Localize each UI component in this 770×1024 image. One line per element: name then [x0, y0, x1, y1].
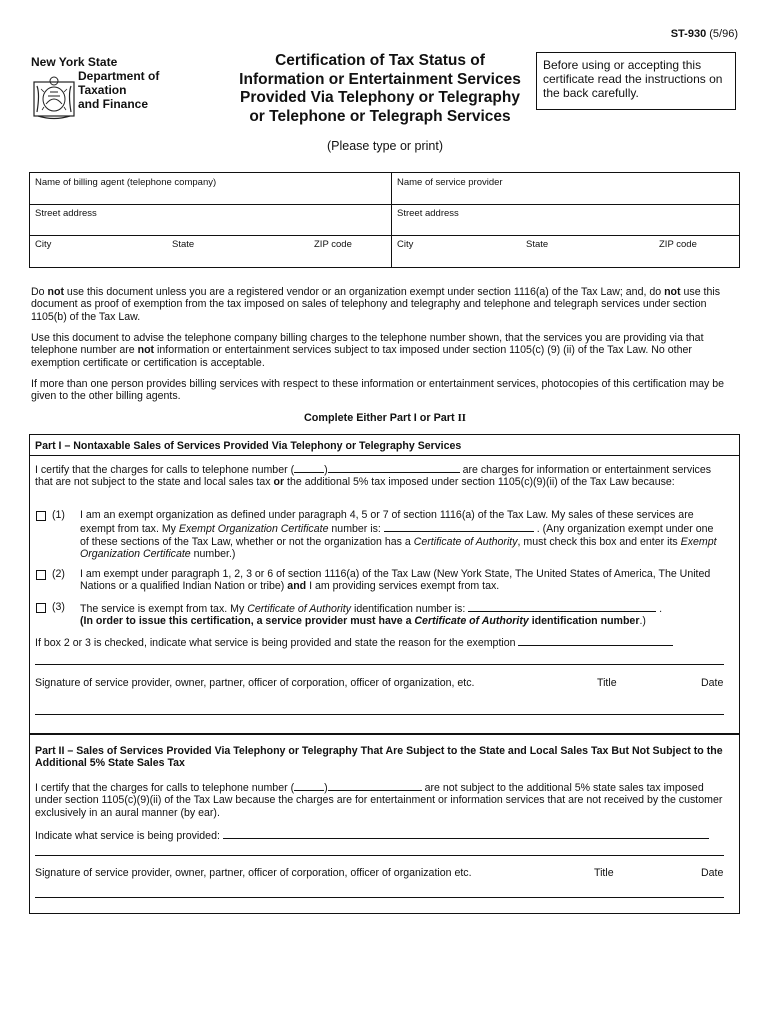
street-address-right-field[interactable]: Street address: [397, 208, 459, 219]
part1-title-label: Title: [597, 677, 617, 689]
form-title: [225, 52, 535, 126]
zip-left-field[interactable]: ZIP code: [314, 239, 352, 250]
state-right-field[interactable]: State: [526, 239, 549, 250]
street-address-left-field[interactable]: Street address: [35, 208, 97, 219]
intro-paragraph-3: If more than one person provides billing services with respect to these information or entertainment services, photocopies of this certification may be given to the other billing agents.: [31, 378, 725, 403]
grid-divider: [391, 173, 392, 267]
part2-certify: I certify that the charges for calls to telephone number ( ) are not subject to the additional 5% state sales tax imposed under section 1105(c)(9)(ii) of the Tax Law because the charges are for entertainment or information services that are not received by the customer exclusively in an aural manner (by ear).: [35, 782, 723, 819]
exempt-org-cert-number-field[interactable]: [384, 521, 534, 532]
name-address-grid: [29, 172, 740, 268]
part1-item3-number: (3): [52, 601, 65, 613]
part1-item1-number: (1): [52, 509, 65, 521]
exemption-reason-field[interactable]: [518, 635, 673, 646]
grid-row-line: [30, 204, 739, 205]
part1-item1-checkbox[interactable]: [36, 511, 46, 521]
part1-item2-checkbox[interactable]: [36, 570, 46, 580]
part1-signature-label: Signature of service provider, owner, partner, officer of corporation, officer of organization, etc.: [35, 677, 475, 689]
part2-area-code-field[interactable]: [294, 780, 324, 791]
title-line-1: Certification of Tax Status of: [275, 52, 485, 69]
part2-heading: Part II – Sales of Services Provided Via Telephony or Telegraphy That Are Subject to the State and Local Sales Tax But Not Subject to the Additional 5% State Sales Tax: [35, 745, 723, 770]
part2-indicate: Indicate what service is being provided:: [35, 828, 725, 842]
form-number: [671, 28, 738, 40]
form-date: (5/96): [709, 28, 738, 40]
instructions-notice: Before using or accepting this certificate read the instructions on the back carefully.: [536, 52, 736, 110]
state-left-field[interactable]: State: [172, 239, 195, 250]
part1-if-box-text: If box 2 or 3 is checked, indicate what service is being provided and state the reason for the exemption: [35, 635, 725, 649]
part2-date-label: Date: [701, 867, 724, 879]
part1-certify: I certify that the charges for calls to telephone number ( ) are charges for information or entertainment services that are not subject to the state and local sales tax or the additional 5% tax imposed under section 1105(c)(9)(ii) of the Tax Law because:: [35, 464, 712, 489]
agency-line-2: Department of: [78, 69, 160, 83]
agency-line-4: and Finance: [78, 97, 149, 111]
agency-line-3: Taxation: [78, 83, 127, 97]
title-line-3: Provided Via Telephony or Telegraphy: [240, 89, 520, 106]
part1-phone-field[interactable]: [328, 462, 460, 473]
complete-either-heading: Complete Either Part I or Part II: [304, 412, 466, 424]
part1-signature-line[interactable]: [35, 714, 724, 715]
exemption-reason-line[interactable]: [35, 664, 724, 665]
city-left-field[interactable]: City: [35, 239, 52, 250]
part1-item2-text: I am exempt under paragraph 1, 2, 3 or 6 of section 1116(a) of the Tax Law (New York State, The United States of America, The United Nations or a qualified Indian Nation or tribe) and I am providing services exempt from tax.: [80, 568, 711, 593]
part1-item1-text: I am an exempt organization as defined under paragraph 4, 5 or 7 of section 1116(a) of the Tax Law. My sales of these services are exempt from tax. My Exempt Organization Certificate number is: . (Any organization exempt under one of these sections of the Tax Law, whether or not the organization has a Certificate of Authority, must check this box and enter its Exempt Organization Certificate number.): [80, 509, 717, 561]
part1-item3-checkbox[interactable]: [36, 603, 46, 613]
grid-row-line: [30, 235, 739, 236]
service-provider-field[interactable]: Name of service provider: [397, 177, 503, 188]
parts-box: [29, 434, 740, 914]
intro-paragraph-2: Use this document to advise the telephone company billing charges to the telephone number shown, that the services you are providing via that telephone number are not information or entertainment services subject to tax imposed under section 1105(c) (9) (ii) of the Tax Law. No other exemption certificate or certification is acceptable.: [31, 332, 704, 369]
state-seal-icon: [32, 74, 76, 120]
part2-phone-field[interactable]: [328, 780, 422, 791]
agency-line-1: New York State: [31, 55, 118, 69]
cert-of-authority-id-field[interactable]: [468, 601, 656, 612]
part2-signature-line[interactable]: [35, 897, 724, 898]
city-right-field[interactable]: City: [397, 239, 414, 250]
part1-area-code-field[interactable]: [294, 462, 324, 473]
part2-service-field[interactable]: [223, 828, 709, 839]
title-line-4: or Telephone or Telegraph Services: [249, 107, 511, 125]
zip-right-field[interactable]: ZIP code: [659, 239, 697, 250]
billing-agent-field[interactable]: Name of billing agent (telephone company): [35, 177, 217, 188]
title-line-2: Information or Entertainment Services: [239, 70, 521, 88]
part1-item3-text: The service is exempt from tax. My Certificate of Authority identification number is: . (In order to issue this certification, a service provider must have a Certificate of Authority identification number.): [80, 603, 663, 628]
form-number-code: ST-930: [670, 28, 707, 40]
part2-title-label: Title: [594, 867, 614, 879]
part-divider: [30, 733, 739, 735]
part1-date-label: Date: [701, 677, 724, 689]
part2-service-line[interactable]: [35, 855, 724, 856]
part1-item2-number: (2): [52, 568, 65, 580]
please-type-note: (Please type or print): [326, 139, 444, 153]
intro-paragraph-1: Do not use this document unless you are a registered vendor or an organization exempt under section 1116(a) of the Tax Law; and, do not use this document as proof of exemption from the tax imposed on sales of telephony and telegraphy and telephone and telegraph services under section 1105(b) of the Tax Law.: [31, 286, 721, 323]
part1-heading-rule: [30, 455, 739, 456]
part2-signature-label: Signature of service provider, owner, partner, officer of corporation, officer of organization etc.: [35, 867, 472, 879]
part1-heading: Part I – Nontaxable Sales of Services Provided Via Telephony or Telegraphy Services: [35, 440, 462, 452]
